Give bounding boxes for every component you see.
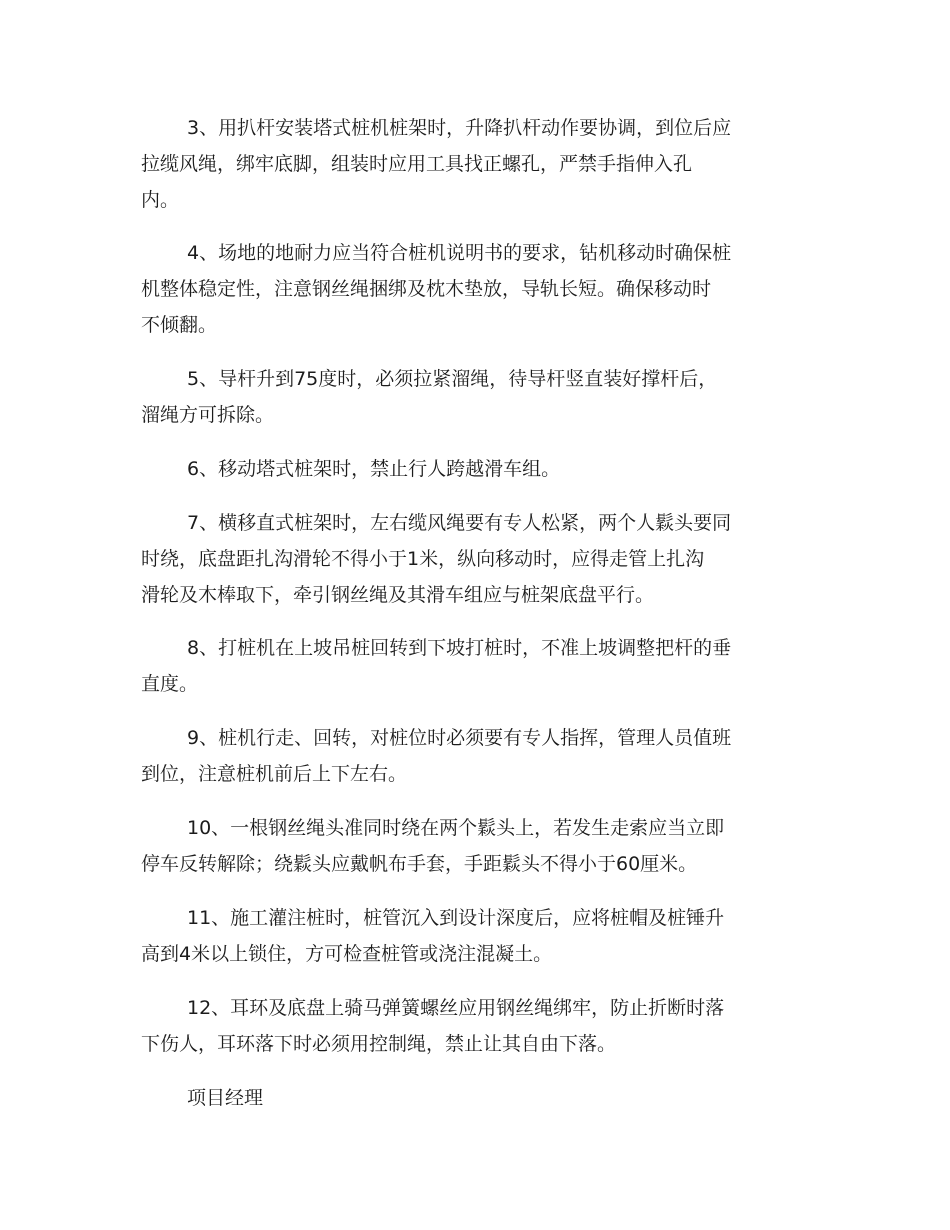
- paragraph-4-line-2: 机整体稳定性，注意钢丝绳捆绑及枕木垫放，导轨长短。确保移动时: [141, 278, 712, 300]
- paragraph-4-line-1: 4、场地的地耐力应当符合桩机说明书的要求，钻机移动时确保桩: [187, 242, 732, 264]
- paragraph-6-line-1: 6、移动塔式桩架时，禁止行人跨越滑车组。: [187, 458, 561, 480]
- paragraph-3-line-1: 3、用扒杆安装塔式桩机桩架时，升降扒杆动作要协调，到位后应: [187, 117, 732, 139]
- paragraph-5-line-2: 溜绳方可拆除。: [141, 404, 275, 426]
- paragraph-12-line-1: 12、耳环及底盘上骑马弹簧螺丝应用钢丝绳绑牢，防止折断时落: [187, 997, 725, 1019]
- paragraph-9-line-2: 到位，注意桩机前后上下左右。: [141, 763, 408, 785]
- paragraph-3-line-3: 内。: [141, 189, 180, 211]
- paragraph-4-line-3: 不倾翻。: [141, 314, 218, 336]
- paragraph-3-line-2: 拉缆风绳，绑牢底脚，组装时应用工具找正螺孔，严禁手指伸入孔: [141, 153, 693, 175]
- paragraph-5-line-1: 5、导杆升到75度时，必须拉紧溜绳，待导杆竖直装好撑杆后，: [187, 368, 718, 390]
- paragraph-11-line-1: 11、施工灌注桩时，桩管沉入到设计深度后，应将桩帽及桩锤升: [187, 907, 725, 929]
- paragraph-10-line-1: 10、一根钢丝绳头准同时绕在两个鬏头上，若发生走索应当立即: [187, 817, 725, 839]
- paragraph-11-line-2: 高到4米以上锁住，方可检查桩管或浇注混凝土。: [141, 943, 553, 965]
- signature-label: 项目经理: [187, 1087, 264, 1109]
- paragraph-8-line-2: 直度。: [141, 673, 199, 695]
- paragraph-8-line-1: 8、打桩机在上坡吊桩回转到下坡打桩时，不准上坡调整把杆的垂: [187, 637, 732, 659]
- paragraph-7-line-1: 7、横移直式桩架时，左右缆风绳要有专人松紧，两个人鬏头要同: [187, 512, 732, 534]
- paragraph-9-line-1: 9、桩机行走、回转，对桩位时必须要有专人指挥，管理人员值班: [187, 727, 732, 749]
- paragraph-10-line-2: 停车反转解除；绕鬏头应戴帆布手套，手距鬏头不得小于60厘米。: [141, 853, 698, 875]
- paragraph-7-line-2: 时绕，底盘距扎沟滑轮不得小于1米，纵向移动时，应得走管上扎沟: [141, 548, 705, 570]
- paragraph-7-line-3: 滑轮及木棒取下，牵引钢丝绳及其滑车组应与桩架底盘平行。: [141, 584, 655, 606]
- paragraph-12-line-2: 下伤人，耳环落下时必须用控制绳，禁止让其自由下落。: [141, 1033, 617, 1055]
